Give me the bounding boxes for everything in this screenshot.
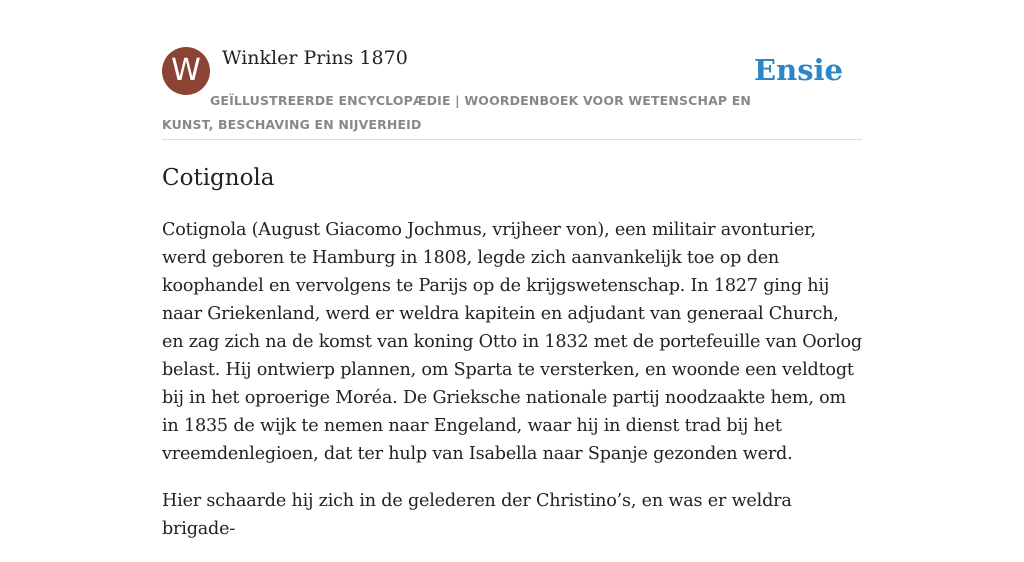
article-paragraph: Cotignola (August Giacomo Jochmus, vrijheer von), een militair avonturier, werd geboren te Hamburg in 1808, legde zich aanvankelijk toe op den koophandel en vervolgens te Parijs op de krijgswetenschap. In 1827 ging hij naar Griekenland, werd er weldra kapitein en adjudant van generaal Church, en zag zich na de komst van koning Otto in 1832 met de portefeuille van Oorlog belast. Hij ontwierp plannen, om Sparta te versterken, en woonde een veldtogt bij in het oproerige Moréa. De Grieksche nationale partij noodzaakte hem, om in 1835 de wijk te nemen naar Engeland, waar hij in dienst trad bij het vreemdenlegioen, dat ter hulp van Isabella naar Spanje gezonden werd. bbox=[162, 220, 862, 464]
ensie-logo-link[interactable]: Ensie bbox=[754, 53, 843, 87]
source-title-link[interactable]: Winkler Prins 1870 bbox=[222, 47, 408, 69]
header bbox=[162, 0, 862, 140]
source-avatar[interactable]: W bbox=[162, 47, 210, 95]
source-subtitle: GEÏLLUSTREERDE ENCYCLOPÆDIE | WOORDENBOEK VOOR WETENSCHAP EN KUNST, BESCHAVING EN NIJVERHEID bbox=[162, 93, 752, 132]
article-title: Cotignola bbox=[162, 165, 275, 191]
article-paragraph: Hier schaarde hij zich in de gelederen der Christino’s, en was er weldra brigade- bbox=[162, 491, 792, 539]
article-body bbox=[162, 216, 862, 562]
